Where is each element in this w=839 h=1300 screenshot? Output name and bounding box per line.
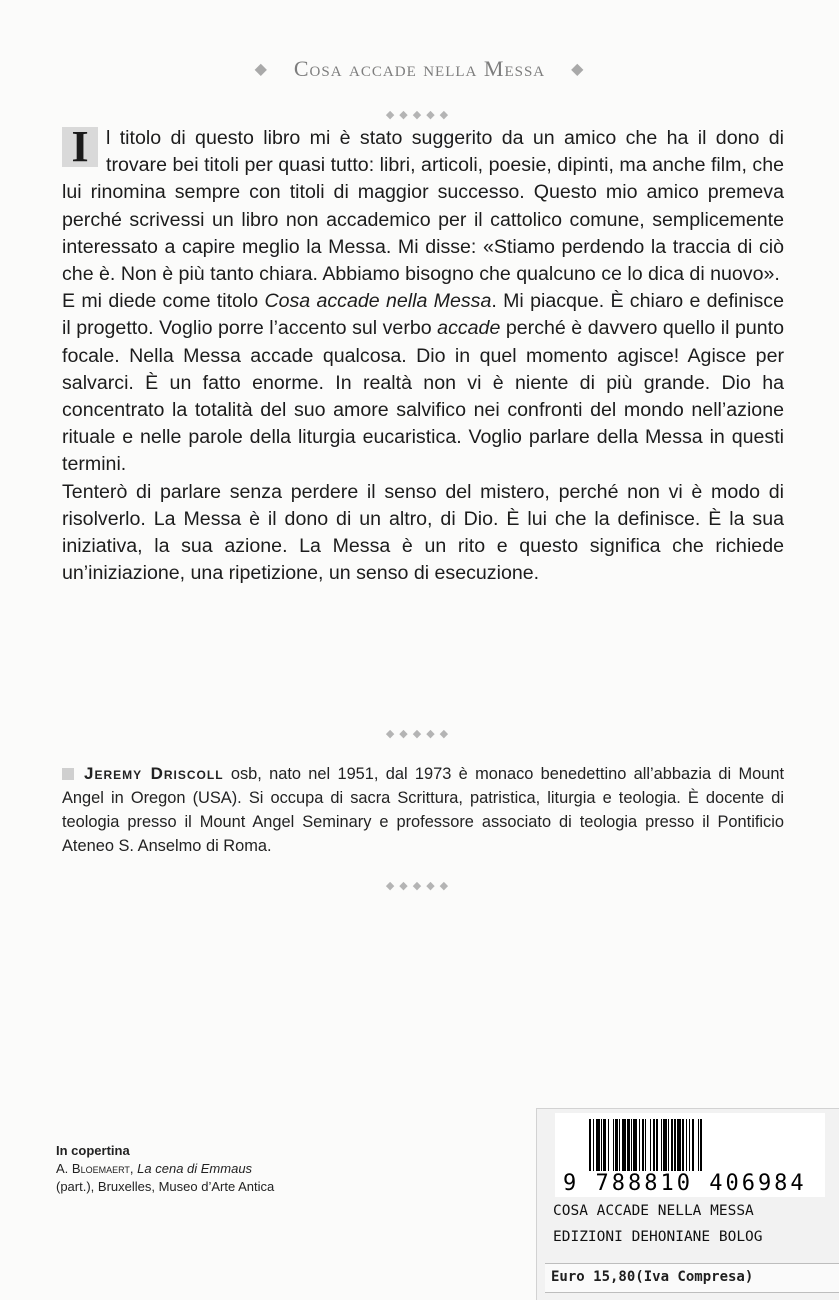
price-label [545, 1263, 839, 1293]
barcode-bars [589, 1119, 813, 1175]
cover-description [56, 1160, 276, 1196]
paragraph-text: l titolo di questo libro mi è stato suggerito da un amico che ha il dono di trovare bei titoli per quasi tutto: libri, articoli, poesie, dipinti, ma anche film, che lui rinomina sempre con titoli di maggior successo. Questo mio amico premeva perché scrivessi un libro non accademico per il cattolico comune, semplicemente interessato a capire meglio la Messa. Mi disse: «Stiamo perdendo la traccia di ciò che è. Non è più tanto chiara. Abbiamo bisogno che qualcuno ce lo dica di nuovo». [62, 127, 784, 286]
running-header [0, 56, 839, 82]
paragraph: Tenterò di parlare senza perdere il senso del mistero, perché non vi è modo di risolverlo. La Messa è il dono di un altro, di Dio. È lui che la definisce. È la sua iniziativa, la sua azione. La Messa è un rito e questo significa che richiede un’iniziazione, una ripetizione, un senso di esecuzione. [62, 480, 784, 585]
paragraph [62, 288, 784, 478]
sticker-title: COSA ACCADE NELLA MESSA [553, 1203, 754, 1219]
italic-word: accade [437, 317, 501, 340]
main-text [62, 122, 784, 587]
artwork-details: (part.), Bruxelles, Museo d’Arte Antica [56, 1179, 275, 1194]
italic-title: Cosa accade nella Messa [264, 290, 492, 313]
barcode [555, 1113, 825, 1197]
ornament-divider: ◆◆◆◆◆ [385, 109, 454, 121]
author-name: Jeremy Driscoll [84, 764, 224, 783]
paragraph-text: E mi diede come titolo [62, 290, 265, 313]
cover-credit [56, 1142, 276, 1196]
price-text: Euro 15,80(Iva Compresa) [551, 1269, 754, 1285]
artist-name: A. Bloemaert [56, 1161, 130, 1176]
header-title: Cosa accade nella Messa [293, 56, 546, 81]
sticker-publisher: EDIZIONI DEHONIANE BOLOG [553, 1229, 763, 1245]
separator: , [129, 1161, 138, 1176]
ornament-divider: ◆◆◆◆◆ [385, 880, 454, 892]
diamond-icon: ◆ [254, 61, 268, 78]
author-bio [62, 762, 784, 858]
barcode-sticker [536, 1108, 839, 1300]
drop-cap: I [62, 127, 98, 167]
diamond-icon: ◆ [571, 61, 585, 78]
square-bullet-icon [62, 768, 74, 780]
paragraph-text: perché è davvero quello il punto focale. Nella Messa accade qualcosa. Dio in quel momento agisce! Agisce per salvarci. È un fatto enorme. In realtà non vi è niente di più grande. Dio ha concentrato la totalità del suo amore salvifico nei confronti del mondo nell’azione rituale e nelle parole della liturgia eucaristica. Voglio parlare della Messa in questi termini. [62, 317, 784, 476]
paragraph [62, 122, 784, 288]
paragraph-text: . Mi piacque. È chiaro e definisce il progetto. Voglio porre l’accento sul verbo [62, 290, 784, 340]
bio-text: osb, nato nel 1951, dal 1973 è monaco benedettino all’abbazia di Mount Angel in Oregon (USA). Si occupa di sacra Scrittura, patristica, liturgia e teologia. È docente di teologia presso il Mount Angel Seminary e professore associato di teologia presso il Pontificio Ateneo S. Anselmo di Roma. [62, 765, 784, 855]
barcode-bar [702, 1119, 703, 1175]
cover-label: In copertina [56, 1143, 130, 1158]
isbn-number: 9 788810 406984 [563, 1171, 825, 1196]
artwork-title: La cena di Emmaus [137, 1161, 253, 1176]
ornament-divider: ◆◆◆◆◆ [385, 728, 454, 740]
